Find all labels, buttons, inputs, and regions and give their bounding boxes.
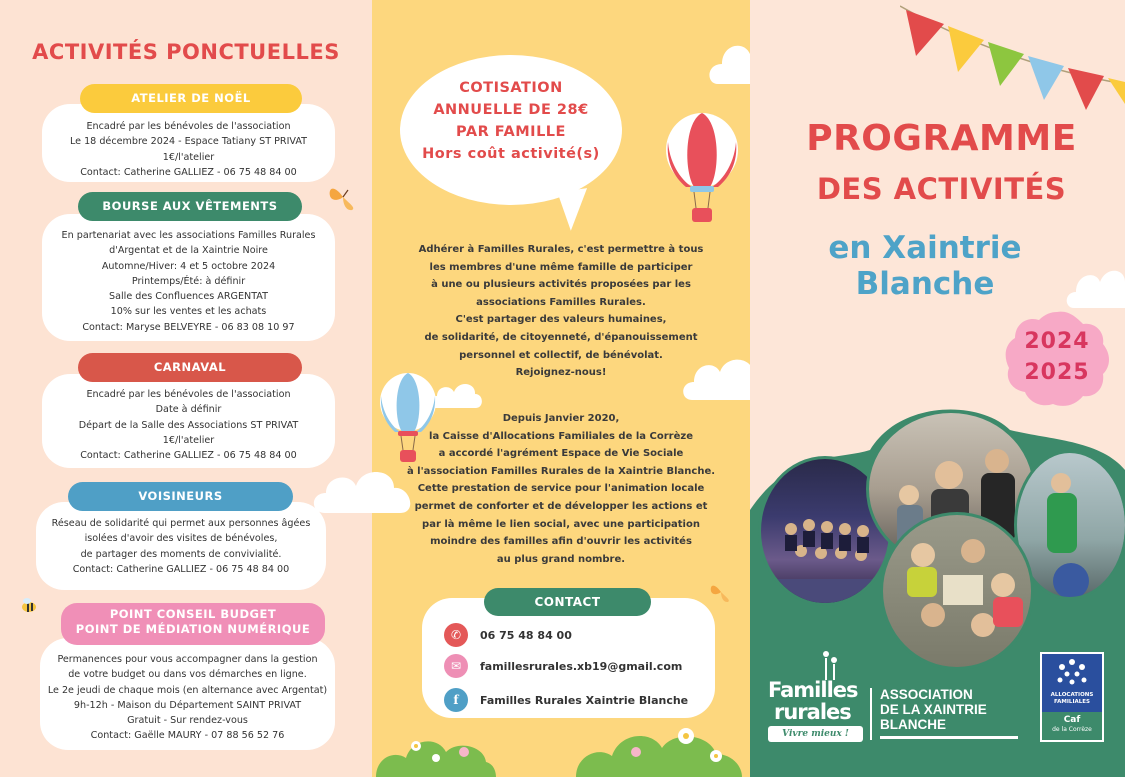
contact-email[interactable]: famillesrurales.xb19@gmail.com xyxy=(480,659,683,673)
facebook-icon: f xyxy=(444,688,468,712)
bunting-icon xyxy=(900,0,1125,112)
card-atelier-noel: Encadré par les bénévoles de l'association Le 18 décembre 2024 - Espace Tatiany ST PRIVAT 1€/l'atelier Contact: Catherine GALLIEZ - 06 75 48 84 00 xyxy=(42,104,335,182)
programme-title: PROGRAMME xyxy=(806,118,1077,159)
caf-logo xyxy=(1040,652,1104,742)
contact-facebook[interactable]: Familles Rurales Xaintrie Blanche xyxy=(480,693,689,707)
email-icon: ✉ xyxy=(444,654,468,678)
pill-point-conseil: POINT CONSEIL BUDGET POINT DE MÉDIATION NUMÉRIQUE xyxy=(61,603,325,645)
association-underline xyxy=(880,736,1018,739)
card-bourse-vetements: En partenariat avec les associations Familles Rurales d'Argentat et de la Xaintrie Noire Automne/Hiver: 4 et 5 octobre 2024 Printemps/Été: à définir Salle des Confluences ARGENTAT 10% sur les ventes et les achats Contact: Maryse BELVEYRE - 06 83 08 10 97 xyxy=(42,214,335,341)
bee-icon xyxy=(18,596,40,614)
butterfly-icon xyxy=(708,580,734,604)
pill-carnaval: CARNAVAL xyxy=(78,353,302,382)
phone-icon: ✆ xyxy=(444,623,468,647)
association-name: ASSOCIATION DE LA XAINTRIE BLANCHE xyxy=(880,687,987,732)
left-title: ACTIVITÉS PONCTUELLES xyxy=(32,40,340,64)
logo-tagline: Vivre mieux ! xyxy=(768,726,863,742)
contact-email-row xyxy=(444,653,682,679)
pill-bourse-vetements: BOURSE AUX VÊTEMENTS xyxy=(78,192,302,221)
contact-pill: CONTACT xyxy=(484,588,651,616)
contact-phone-row xyxy=(444,622,572,648)
logo-figures-icon xyxy=(820,650,844,680)
caf-logo-bottom: Caf de la Corrèze xyxy=(1042,712,1102,740)
contact-facebook-row xyxy=(444,687,688,713)
bush-decoration xyxy=(576,722,742,777)
contact-phone[interactable]: 06 75 48 84 00 xyxy=(480,628,572,642)
caf-family-icon xyxy=(1054,658,1090,690)
caf-agreement-paragraph: Depuis Janvier 2020, la Caisse d'Allocations Familiales de la Corrèze a accordé l'agrément Espace de Vie Sociale à l'association Familles Rurales de la Xaintrie Blanche. Cette prestation de service pour l'animation locale permet de conforter et de développer les actions et par là même le lien social, avec une participation moindre des familles afin d'ouvrir les activités au plus grand nombre. xyxy=(406,413,716,565)
logo-divider xyxy=(870,688,872,740)
caf-logo-top: ALLOCATIONS FAMILIALES xyxy=(1042,654,1102,712)
familles-rurales-logo: Familles rurales xyxy=(764,660,864,740)
pill-atelier-noel: ATELIER DE NOËL xyxy=(80,84,302,113)
cloud-icon xyxy=(1064,252,1125,312)
xaintrie-title: en Xaintrie Blanche xyxy=(828,230,1022,302)
balloon-icon xyxy=(664,112,740,230)
adhesion-paragraph: Adhérer à Familles Rurales, c'est permettre à tous les membres d'une même famille de participer à une ou plusieurs activités proposées par les associations Familles Rurales. C'est partager des valeurs humaines, de solidarité, de citoyenneté, d'épanouissement personnel et collectif, de bénévolat. Rejoignez-nous! xyxy=(418,244,704,379)
pill-voisineurs: VOISINEURS xyxy=(68,482,293,511)
card-carnaval: Encadré par les bénévoles de l'association Date à définir Départ de la Salle des Associations ST PRIVAT 1€/l'atelier Contact: Catherine GALLIEZ - 06 75 48 84 00 xyxy=(42,374,335,468)
card-point-conseil: Permanences pour vous accompagner dans la gestion de votre budget ou dans vos démarches en ligne. Le 2e jeudi de chaque mois (en alternance avec Argentat) 9h-12h - Maison du Département SAINT PRIVAT Gratuit - Sur rendez-vous Contact: Gaëlle MAURY - 07 88 56 52 76 xyxy=(40,638,335,750)
card-voisineurs: Réseau de solidarité qui permet aux personnes âgées isolées d'avoir des visites de bénévoles, de partager des moments de convivialité. Contact: Catherine GALLIEZ - 06 75 48 84 00 xyxy=(36,502,326,590)
activites-title: DES ACTIVITÉS xyxy=(816,172,1067,206)
photo-children-playing xyxy=(880,512,1034,670)
bush-decoration xyxy=(376,728,496,777)
cotisation-bubble: COTISATION ANNUELLE DE 28€ PAR FAMILLE Hors coût activité(s) xyxy=(400,55,622,205)
year-label: 2024 2025 xyxy=(1024,329,1090,385)
butterfly-icon xyxy=(326,182,360,212)
